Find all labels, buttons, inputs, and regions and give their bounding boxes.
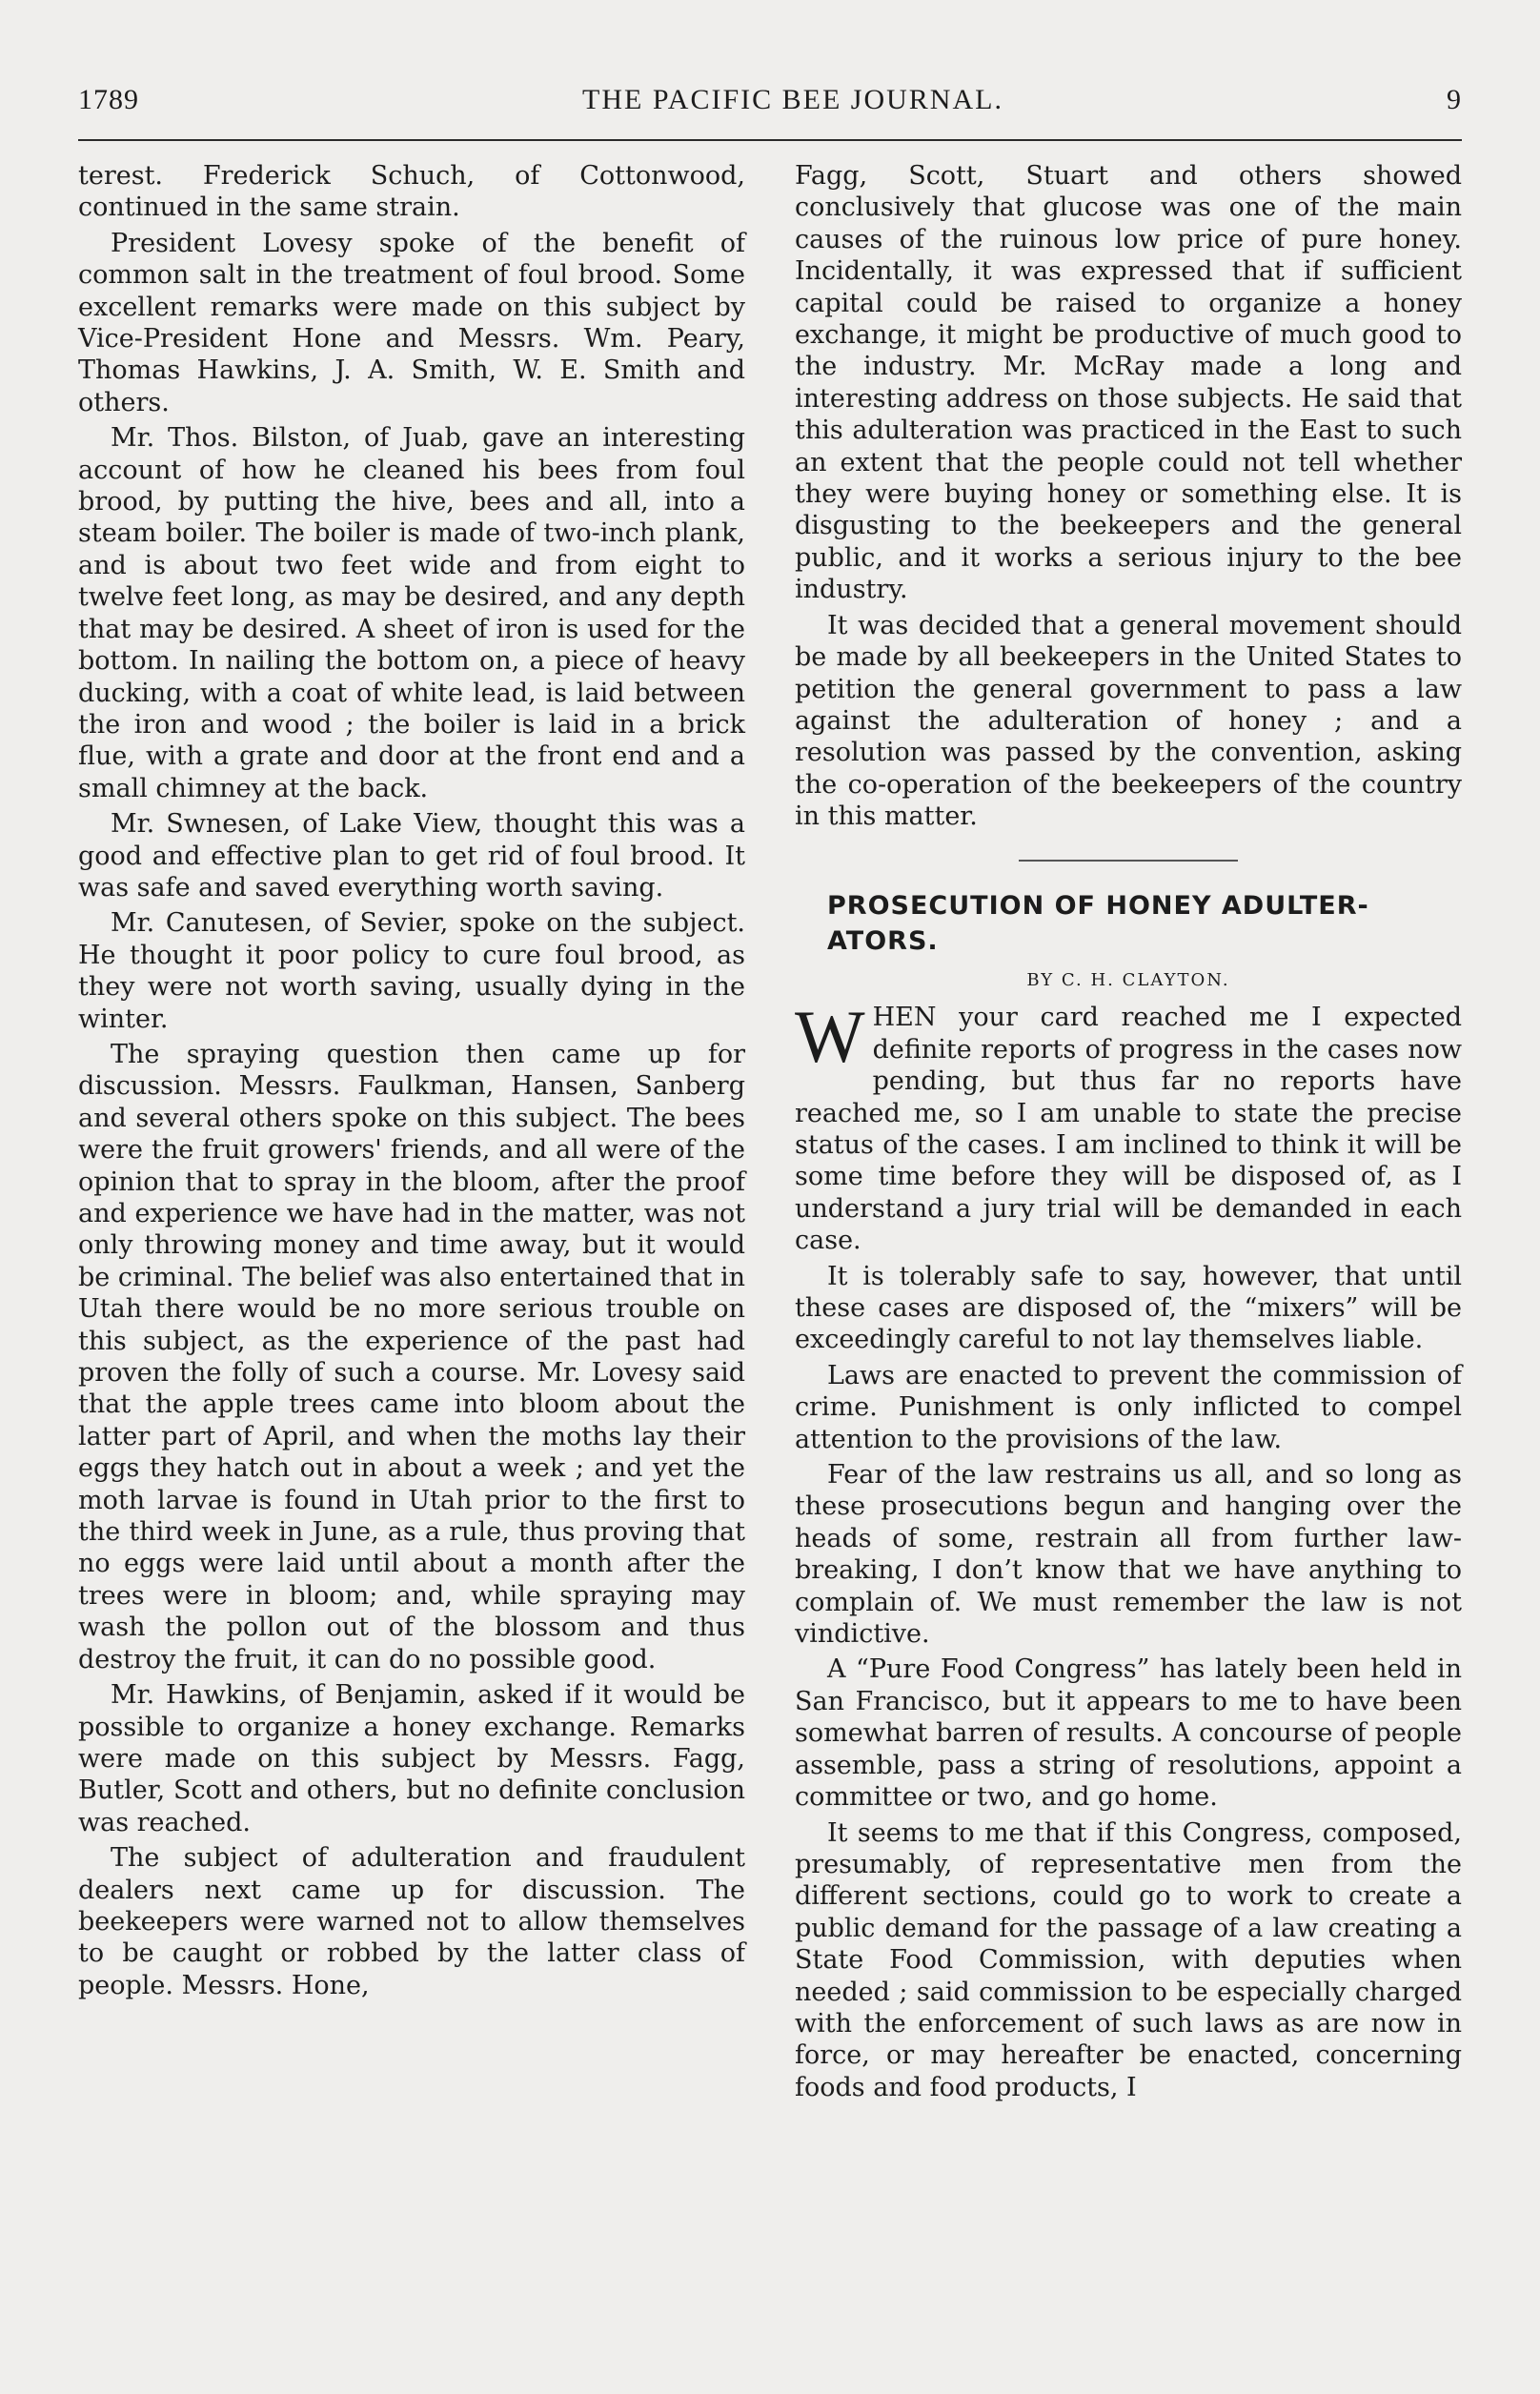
paragraph: President Lovesy spoke of the benefit of common salt in the treatment of foul brood. Some excellent remarks were made on this subject by Vice-President Hone and Messrs. Wm. Peary, Thomas Hawkins, J. A. Smith, W. E. Smith and others. xyxy=(78,228,745,417)
two-column-body xyxy=(78,160,1462,2107)
paragraph: Mr. Thos. Bilston, of Juab, gave an interesting account of how he cleaned his bees from foul brood, by putting the hive, bees and all, into a steam boiler. The boiler is made of two-inch plank, and is about two feet wide and from eight to twelve feet long, as may be desired, and any depth that may be desired. A sheet of iron is used for the bottom. In nailing the bottom on, a piece of heavy ducking, with a coat of white lead, is laid between the iron and wood ; the boiler is laid in a brick flue, with a grate and door at the front end and a small chimney at the back. xyxy=(78,423,745,803)
section-divider xyxy=(1019,860,1238,862)
paragraph: Mr. Swnesen, of Lake View, thought this was a good and effective plan to get rid of foul brood. It was safe and saved everything worth saving. xyxy=(78,809,745,903)
paragraph: Fear of the law restrains us all, and so long as these prosecutions begun and hanging over the heads of some, restrain all from further law-breaking, I don’t know that we have anything to complain of. We must remember the law is not vindictive. xyxy=(795,1460,1462,1650)
paragraph: terest. Frederick Schuch, of Cottonwood, continued in the same strain. xyxy=(78,161,745,223)
paragraph: It seems to me that if this Congress, composed, presumably, of representative men from the different sections, could go to work to create a public demand for the passage of a law creating a State Food Commission, with deputies when needed ; said commission to be especially charged with the enforcement of such laws as are now in force, or may hereafter be enacted, concerning foods and food products, I xyxy=(795,1817,1462,2102)
left-column xyxy=(78,160,745,2107)
paragraph: Mr. Canutesen, of Sevier, spoke on the subject. He thought it poor policy to cure foul brood, as they were not worth saving, usually dying in the winter. xyxy=(78,908,745,1034)
running-header xyxy=(78,84,1462,133)
paragraph: Mr. Hawkins, of Benjamin, asked if it would be possible to organize a honey exchange. Remarks were made on this subject by Messrs. Fagg, Butler, Scott and others, but no definite conclusion was reached. xyxy=(78,1680,745,1837)
paragraph: It was decided that a general movement should be made by all beekeepers in the United States to petition the general government to pass a law against the adulteration of honey ; and a resolution was passed by the convention, asking the co-operation of the beekeepers of the country in this matter. xyxy=(795,610,1462,832)
drop-cap: W xyxy=(795,995,865,1079)
lead-text: HEN your card reached me I expected definite reports of progress in the cases now pending, but thus far no reports have reached me, so I am unable to state the precise status of the cases. I am inclined to think it will be some time before they will be disposed of, as I understand a jury trial will be demanded in each case. xyxy=(795,1003,1462,1256)
paragraph: The subject of adulteration and fraudulent dealers next came up for discussion. The beekeepers were warned not to allow themselves to be caught or robbed by the latter class of people. Messrs. Hone, xyxy=(78,1843,745,2000)
article-title-line-1: PROSECUTION OF HONEY ADULTER- xyxy=(827,890,1369,921)
paragraph: Laws are enacted to prevent the commission of crime. Punishment is only inflicted to compel attention to the provisions of the law. xyxy=(795,1360,1462,1454)
right-column xyxy=(795,160,1462,2107)
paragraph: A “Pure Food Congress” has lately been held in San Francisco, but it appears to me to have been somewhat barren of results. A concourse of people assemble, pass a string of resolutions, appoint a committee or two, and go home. xyxy=(795,1654,1462,1813)
lead-paragraph xyxy=(795,995,1462,1256)
paragraph: Fagg, Scott, Stuart and others showed conclusively that glucose was one of the main causes of the ruinous low price of pure honey. Incidentally, it was expressed that if sufficient capital could be raised to organize a honey exchange, it might be productive of much good to the industry. Mr. McRay made a long and interesting address on those subjects. He said that this adulteration was practiced in the East to such an extent that the people could not tell whether they were buying honey or something else. It is disgusting to the beekeepers and the general public, and it works a serious injury to the bee industry. xyxy=(795,161,1462,605)
header-year: 1789 xyxy=(78,84,139,115)
journal-page xyxy=(78,84,1462,2352)
article-title-line-2: ATORS. xyxy=(827,925,939,956)
paragraph: It is tolerably safe to say, however, that until these cases are disposed of, the “mixers” will be exceedingly careful to not lay themselves liable. xyxy=(795,1261,1462,1355)
header-rule xyxy=(78,139,1462,141)
article-byline: BY C. H. CLAYTON. xyxy=(1026,970,1230,991)
page-number: 9 xyxy=(1447,84,1462,115)
paragraph: The spraying question then came up for discussion. Messrs. Faulkman, Hansen, Sanberg and several others spoke on this subject. The bees were the fruit growers' friends, and all were of the opinion that to spray in the bloom, after the proof and experience we have had in the matter, was not only throwing money and time away, but it would be criminal. The belief was also entertained that in Utah there would be no more serious trouble on this subject, as the experience of the past had proven the folly of such a course. Mr. Lovesy said that the apple trees came into bloom about the latter part of April, and when the moths lay their eggs they hatch out in about a week ; and yet the moth larvae is found in Utah prior to the first to the third week in June, as a rule, thus proving that no eggs were laid until about a month after the trees were in bloom; and, while spraying may wash the pollon out of the blossom and thus destroy the fruit, it can do no possible good. xyxy=(78,1039,745,1674)
journal-title: THE PACIFIC BEE JOURNAL. xyxy=(582,84,1003,115)
